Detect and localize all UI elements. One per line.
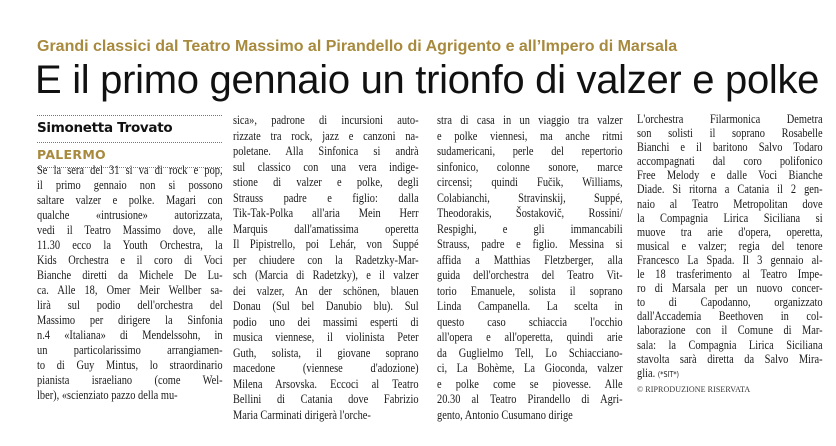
text-line: sinfonico, colonne sonore, marce <box>437 158 623 174</box>
text-line: per chiudere con la Radetzky-Mar- <box>233 251 419 267</box>
text-line: sica», padrone di incursioni auto- <box>233 112 419 127</box>
text-line: dall'Accademia Beethoven in col- <box>637 308 823 324</box>
text-line: guida dell'orchestra del Teatro Vit- <box>437 267 623 282</box>
body-column-4 <box>637 112 823 382</box>
text-line: son solisti il soprano Rosabelle <box>637 125 823 141</box>
text-line <box>637 366 823 382</box>
text-line: saltare valzer e polke. Magari con <box>37 192 223 207</box>
text-line: Strauss, padre e figlio. Messina si <box>437 236 623 251</box>
text-line: Tik-Tak-Polka all'aria Mein Herr <box>233 205 419 220</box>
body-column-3 <box>437 112 623 422</box>
text-line: Strauss padre e figlio: dalla <box>233 189 419 205</box>
text-line: podio uno dei massimi esperti di <box>233 313 419 329</box>
text-line: 11.30 ecco la Youth Orchestra, la <box>37 237 223 252</box>
text-line: dei valzer, An der schönen, blauen <box>233 282 419 298</box>
body-column-1 <box>37 162 223 402</box>
author-signature: (*SIT*) <box>657 369 680 379</box>
text-line: Il Pipistrello, poi Lehár, von Suppé <box>233 236 419 251</box>
copyright-notice: © RIPRODUZIONE RISERVATA <box>637 385 751 394</box>
divider <box>37 115 222 116</box>
text-line: ca. Alle 18, Omer Meir Wellber sa- <box>37 282 223 297</box>
text-line: gento, Antonio Cusumano dirige <box>437 406 573 422</box>
text-line: L'orchestra Filarmonica Demetra <box>637 111 823 126</box>
text-line: questo caso schiaccia l'occhio <box>437 313 623 329</box>
text-line: Theodorakis, Šostakovič, Rossini/ <box>437 205 623 220</box>
text-line: lber), «scienziato pazzo della mu- <box>37 387 178 402</box>
text-line: all'opera e all'operetta, quindi arie <box>437 329 623 344</box>
text-line: stra di casa in un viaggio tra valzer <box>437 112 623 127</box>
text-line: Linda Campanella. La scelta in <box>437 298 623 313</box>
text-line: Free Melody e dalle Voci Bianche <box>637 167 823 183</box>
text-line: vedi il Teatro Massimo dove, alle <box>37 222 223 237</box>
text-line: sch (Marcia di Radetzky), e il valzer <box>233 267 419 282</box>
text-line: Bianche diretti da Michele De Lu- <box>37 267 223 282</box>
text-line: accompagnati dal coro polifonico <box>637 153 823 169</box>
kicker: Grandi classici dal Teatro Massimo al Pirandello di Agrigento e all’Impero di Marsala <box>37 38 678 55</box>
text-line: Bellini di Catania dove Fabrizio <box>233 391 419 406</box>
text-line: naio al Teatro Metropolitan dove <box>637 195 823 211</box>
text-line: Kids Orchestra e il coro di Voci <box>37 252 223 267</box>
text-line: e polke viennesi, ma anche ritmi <box>437 127 623 143</box>
text-line: Maria Carminati dirigerà l'orche- <box>233 406 371 422</box>
text-line: Marquis dall'amatissima operetta <box>233 220 419 236</box>
text-line: torio Emanuele, solista il soprano <box>437 282 623 298</box>
text-line: circensi; quindi Fučik, Williams, <box>437 174 623 189</box>
text-line: Diade. Si ritorna a Catania il 2 gen- <box>637 181 823 197</box>
text-line: sala: la Compagnia Lirica Siciliana <box>637 336 823 352</box>
text-line: stione di valzer e polke, degli <box>233 174 419 189</box>
text-line: Francesco La Spada. Il 3 gennaio al- <box>637 251 823 267</box>
text-line: da Guglielmo Tell, Lo Schiacciano- <box>437 344 623 360</box>
dateline: PALERMO <box>37 147 106 162</box>
text-line: rizzate tra rock, jazz e canzoni na- <box>233 127 419 143</box>
text-line: Milena Arsovska. Eccoci al Teatro <box>233 375 419 391</box>
text-line: Colabianchi, Stravinskij, Suppé, <box>437 189 623 205</box>
text-line: Se la sera del 31 si va di rock e pop, <box>37 162 223 177</box>
text-line: poletane. Alla Sinfonica si andrà <box>233 143 419 158</box>
text-line: il primo gennaio non si possono <box>37 177 223 192</box>
text-line: sudamericani, perle del repertorio <box>437 143 623 158</box>
text-line: 20.30 al Teatro Pirandello di Agri- <box>437 391 623 406</box>
text-line: Donau (Sul bel Danubio blu). Sul <box>233 298 419 313</box>
text-line: un particolarissimo arrangiamen- <box>37 342 223 357</box>
text-line: ci, La Bohème, La Gioconda, valzer <box>437 360 623 375</box>
text-line: musica viennese, il violinista Peter <box>233 329 419 344</box>
text-line: muove tra arie d'opera, operetta, <box>637 223 823 239</box>
text-line: to di Capodanno, organizzato <box>637 294 823 310</box>
headline: E il primo gennaio un trionfo di valzer e polke <box>35 58 820 102</box>
text-line: macedone (viennese d'adozione) <box>233 360 419 375</box>
byline: Simonetta Trovato <box>37 120 173 136</box>
text-line: la Compagnia Lirica Siciliana si <box>637 209 823 225</box>
text-line: Respighi, e gli immancabili <box>437 220 623 236</box>
text-line: ro di Marsala per un nuovo concer- <box>637 280 823 296</box>
text-line: qualche «intrusione» autorizzata, <box>37 207 223 222</box>
text-line: Massimo per dirigere la Sinfonia <box>37 312 223 327</box>
divider <box>37 142 222 143</box>
text-line: musical e valzer; regia del tenore <box>637 237 823 253</box>
text-line: pianista israeliano (come Wel- <box>37 372 223 387</box>
text-line: to di Guy Mintus, lo straordinario <box>37 357 223 372</box>
text-line: Bianchi e il baritono Salvo Todaro <box>637 139 823 155</box>
text-line: Guth, solista, il giovane soprano <box>233 344 419 360</box>
text-line: le 18 trasferimento al Teatro Impe- <box>637 266 823 282</box>
text-line: laborazione con il Comune di Mar- <box>637 322 823 338</box>
text-line-end: glia. <box>637 364 656 380</box>
text-line: affida a Matthias Fletzberger, alla <box>437 251 623 267</box>
text-line: sul classico con una vera indige- <box>233 158 419 174</box>
text-line: n.4 «Italiana» di Mendelssohn, in <box>37 327 223 342</box>
text-line: stavolta sarà diretta da Salvo Mira- <box>637 350 823 366</box>
body-column-2 <box>233 112 419 422</box>
text-line: e polke come se piovesse. Alle <box>437 375 623 391</box>
text-line: lirà sul podio dell'orchestra del <box>37 297 223 312</box>
